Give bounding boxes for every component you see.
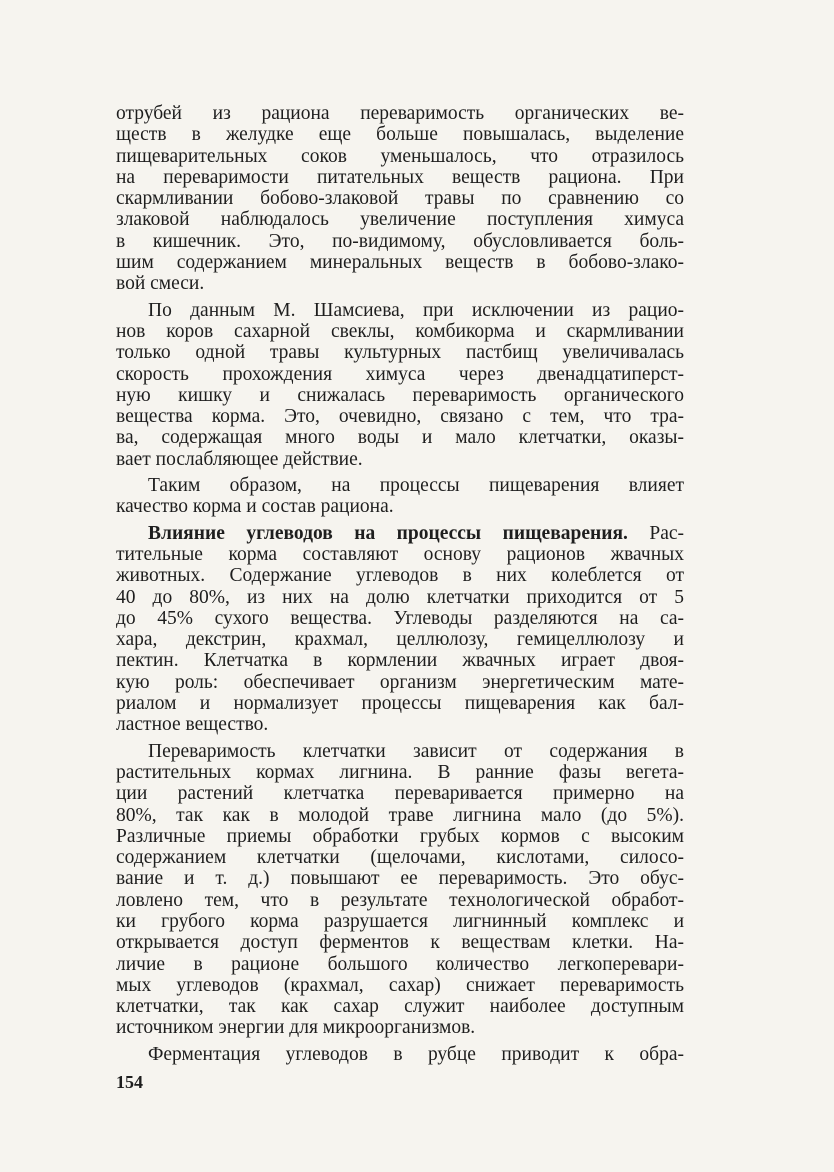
text-line: вание и т. д.) повышают ее переваримость. Это обус- xyxy=(116,868,684,890)
text-line: ловлено тем, что в результате технологической обработ- xyxy=(116,889,684,911)
text-line: вещества корма. Это, очевидно, связано с тем, что тра- xyxy=(116,406,684,428)
text-line: пищеварительных соков уменьшалось, что отразилось xyxy=(116,145,684,167)
text-line: хара, декстрин, крахмал, целлюлозу, гемицеллюлозу и xyxy=(116,629,684,651)
page-number: 154 xyxy=(116,1072,143,1092)
text-line: только одной травы культурных пастбищ увеличивалась xyxy=(116,342,684,364)
text-line: нов коров сахарной свеклы, комбикорма и скармливании xyxy=(116,320,684,342)
text-line: ки грубого корма разрушается лигнинный комплекс и xyxy=(116,910,684,932)
text-line: злаковой наблюдалось увеличение поступления химуса xyxy=(116,209,684,231)
paragraph-5 xyxy=(116,741,684,1039)
text-line: ции растений клетчатка переваривается примерно на xyxy=(116,783,684,805)
text-line: ва, содержащая много воды и мало клетчатки, оказы- xyxy=(116,427,684,449)
text-line: открывается доступ ферментов к веществам клетки. На- xyxy=(116,932,684,954)
text-line: отрубей из рациона переваримость органических ве- xyxy=(116,103,684,124)
text-line: 80%, так как в молодой траве лигнина мало (до 5%). xyxy=(116,804,684,826)
text-line: качество корма и состав рациона. xyxy=(116,496,394,518)
text-line: ществ в желудке еще больше повышалась, выделение xyxy=(116,124,684,146)
text-line: Различные приемы обработки грубых кормов с высоким xyxy=(116,825,684,847)
paragraph-3 xyxy=(116,475,684,518)
text-line: вой смеси. xyxy=(116,273,205,295)
text-line: скармливании бобово-злаковой травы по сравнению со xyxy=(116,188,684,210)
text-line: вает послабляющее действие. xyxy=(116,448,363,470)
text-line: кую роль: обеспечивает организм энергетическим мате- xyxy=(116,671,684,693)
text-line: до 45% сухого вещества. Углеводы разделяются на са- xyxy=(116,607,684,629)
text-line: животных. Содержание углеводов в них колеблется от xyxy=(116,565,684,587)
text-line: По данным М. Шамсиева, при исключении из рацио- xyxy=(148,299,684,321)
text-line: мых углеводов (крахмал, сахар) снижает переваримость xyxy=(116,974,684,996)
text-line: риалом и нормализует процессы пищеварения как бал- xyxy=(116,693,684,715)
text-line: ластное вещество. xyxy=(116,714,269,736)
text-line: пектин. Клетчатка в кормлении жвачных играет двоя- xyxy=(116,650,684,672)
text-line: растительных кормах лигнина. В ранние фазы вегета- xyxy=(116,761,684,783)
text-line: скорость прохождения химуса через двенадцатиперст- xyxy=(116,363,684,385)
paragraph-1 xyxy=(116,103,684,295)
page-body xyxy=(116,103,684,1065)
text-line: тительные корма составляют основу рационов жвачных xyxy=(116,543,684,565)
text-line: Ферментация углеводов в рубце приводит к обра- xyxy=(148,1043,684,1065)
text-line: 40 до 80%, из них на долю клетчатки приходится от 5 xyxy=(116,586,684,608)
text-line: Переваримость клетчатки зависит от содержания в xyxy=(148,740,684,762)
text-line: на переваримости питательных веществ рациона. При xyxy=(116,166,684,188)
heading-line-rest: Рас- xyxy=(649,522,685,544)
paragraph-4 xyxy=(116,523,684,736)
section-heading: Влияние углеводов на процессы пищеварения. xyxy=(148,522,628,544)
text-line: источником энергии для микроорганизмов. xyxy=(116,1017,476,1039)
text-line: клетчатки, так как сахар служит наиболее доступным xyxy=(116,996,684,1018)
text-line xyxy=(116,523,684,544)
paragraph-2 xyxy=(116,300,684,470)
text-line: Таким образом, на процессы пищеварения влияет xyxy=(148,475,684,497)
text-line: шим содержанием минеральных веществ в бобово-злако- xyxy=(116,252,684,274)
text-line: личие в рационе большого количество легкоперевари- xyxy=(116,953,684,975)
text-line: содержанием клетчатки (щелочами, кислотами, силосо- xyxy=(116,847,684,869)
text-line: ную кишку и снижалась переваримость органического xyxy=(116,384,684,406)
paragraph-6 xyxy=(116,1044,684,1065)
text-line: в кишечник. Это, по-видимому, обусловливается боль- xyxy=(116,230,684,252)
